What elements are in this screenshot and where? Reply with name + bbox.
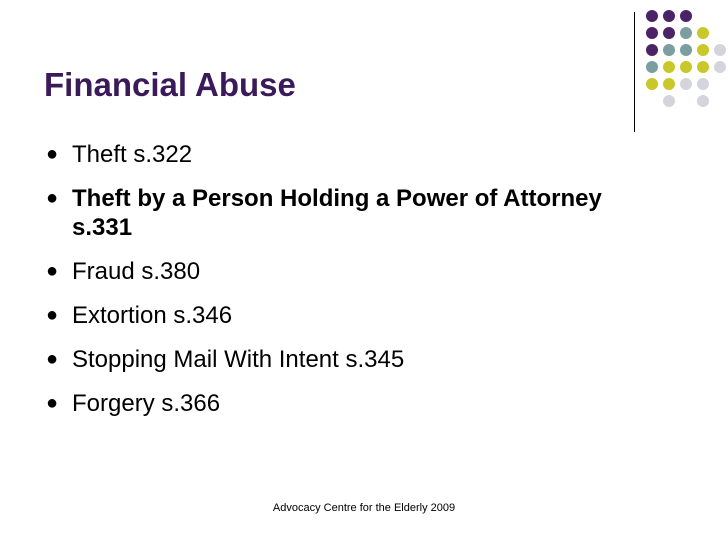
decor-dot-icon xyxy=(663,10,675,22)
bullet-list xyxy=(46,140,626,433)
slide-title: Financial Abuse xyxy=(44,66,296,103)
bullet-text: Extortion s.346 xyxy=(72,302,233,329)
divider-line xyxy=(634,12,635,132)
bullet-text: Stopping Mail With Intent s.345 xyxy=(72,346,405,373)
decor-dot-icon xyxy=(646,44,658,56)
decor-dot-icon xyxy=(714,61,726,73)
decor-dot-icon xyxy=(646,27,658,39)
decor-dot-icon xyxy=(697,61,709,73)
decor-dot-icon xyxy=(646,61,658,73)
decor-dot-icon xyxy=(697,44,709,56)
decor-dot-icon xyxy=(697,95,709,107)
decor-dot-icon xyxy=(680,44,692,56)
decor-dot-icon xyxy=(663,95,675,107)
bullet-text: Theft by a Person Holding a Power of Attorney s.331 xyxy=(72,185,602,241)
bullet-text: Forgery s.366 xyxy=(72,390,221,417)
bullet-icon: ● xyxy=(46,304,59,326)
decorative-dot-grid xyxy=(646,10,726,120)
footer-text: Advocacy Centre for the Elderly 2009 xyxy=(272,502,456,514)
bullet-item xyxy=(46,345,626,374)
bullet-icon: ● xyxy=(46,187,59,209)
bullet-item xyxy=(46,257,626,286)
decor-dot-icon xyxy=(663,78,675,90)
decor-dot-icon xyxy=(663,27,675,39)
bullet-text: Fraud s.380 xyxy=(72,258,201,285)
bullet-icon: ● xyxy=(46,392,59,414)
bullet-text: Theft s.322 xyxy=(72,141,193,168)
decor-dot-icon xyxy=(646,10,658,22)
decor-dot-icon xyxy=(680,61,692,73)
bullet-item xyxy=(46,140,626,169)
decor-dot-icon xyxy=(697,78,709,90)
bullet-item xyxy=(46,301,626,330)
bullet-icon: ● xyxy=(46,143,59,165)
decor-dot-icon xyxy=(680,78,692,90)
decor-dot-icon xyxy=(680,27,692,39)
bullet-item xyxy=(46,184,626,242)
bullet-item xyxy=(46,389,626,418)
decor-dot-icon xyxy=(697,27,709,39)
decor-dot-icon xyxy=(663,44,675,56)
bullet-icon: ● xyxy=(46,260,59,282)
decor-dot-icon xyxy=(646,78,658,90)
decor-dot-icon xyxy=(714,44,726,56)
bullet-icon: ● xyxy=(46,348,59,370)
decor-dot-icon xyxy=(663,61,675,73)
decor-dot-icon xyxy=(680,10,692,22)
